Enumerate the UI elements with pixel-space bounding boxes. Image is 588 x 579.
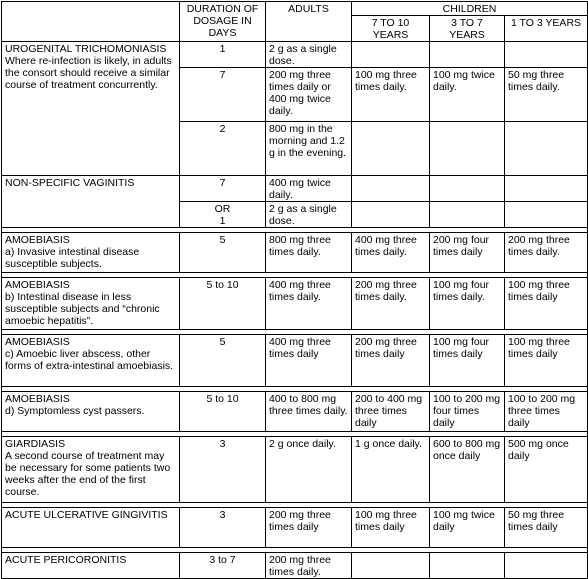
indication-title: NON-SPECIFIC VAGINITIS (5, 177, 135, 189)
child-1-3-cell (505, 42, 588, 68)
duration-value: 1 (219, 215, 226, 227)
child-7-10-cell (352, 42, 430, 68)
table-row (2, 437, 588, 503)
indication-title: AMOEBIASIS (5, 393, 70, 405)
duration-cell: 3 (180, 508, 266, 548)
table-row (2, 233, 588, 273)
indication-title: AMOEBIASIS (5, 279, 70, 291)
child-3-7-cell (430, 202, 505, 228)
child-7-10-cell (352, 122, 430, 176)
indication-cell (2, 392, 180, 432)
child-7-10-cell (352, 553, 430, 579)
adults-dose-cell: 400 mg three times daily. (266, 278, 352, 330)
indication-cell (2, 42, 180, 176)
child-1-3-cell (505, 202, 588, 228)
child-1-3-cell: 100 mg three times daily (505, 278, 588, 330)
child-1-3-cell (505, 122, 588, 176)
child-3-7-cell: 100 mg four times daily. (430, 278, 505, 330)
duration-cell: 7 (180, 68, 266, 122)
dosage-table (1, 1, 588, 579)
header-indication (2, 2, 180, 42)
adults-dose-cell: 200 mg three times daily. (266, 553, 352, 579)
duration-cell: 2 (180, 122, 266, 176)
indication-cell (2, 553, 180, 579)
indication-cell (2, 437, 180, 503)
table-row (2, 335, 588, 387)
child-7-10-cell: 100 mg three times daily (352, 508, 430, 548)
header-children: CHILDREN (352, 2, 588, 16)
duration-cell: 5 to 10 (180, 392, 266, 432)
header-duration: DURATION OF DOSAGE IN DAYS (180, 2, 266, 42)
child-1-3-cell (505, 553, 588, 579)
child-7-10-cell: 400 mg three times daily. (352, 233, 430, 273)
child-3-7-cell: 100 mg four times daily (430, 335, 505, 387)
indication-note: A second course of treatment may be necessary for some patients two weeks after the end of the first course. (5, 450, 171, 498)
child-1-3-cell: 100 to 200 mg three times daily (505, 392, 588, 432)
table-row (2, 508, 588, 548)
indication-note: b) Intestinal disease in less susceptible subjects and “chronic amoebic hepatitis”. (5, 291, 160, 327)
duration-cell: 1 (180, 42, 266, 68)
indication-note: a) Invasive intestinal disease susceptible subjects. (5, 246, 140, 270)
table-row (2, 42, 588, 68)
indication-title: ACUTE ULCERATIVE GINGIVITIS (5, 509, 168, 521)
adults-dose-cell: 2 g as a single dose. (266, 42, 352, 68)
child-7-10-cell: 100 mg three times daily. (352, 68, 430, 122)
indication-note: c) Amoebic liver abscess, other forms of extra-intestinal amoebiasis. (5, 348, 174, 372)
indication-title: GIARDIASIS (5, 438, 66, 450)
adults-dose-cell: 200 mg three times daily or 400 mg twice daily. (266, 68, 352, 122)
duration-cell: 7 (180, 176, 266, 202)
adults-dose-cell: 2 g as a single dose. (266, 202, 352, 228)
table-row (2, 553, 588, 579)
indication-title: ACUTE PERICORONITIS (5, 554, 127, 566)
child-1-3-cell (505, 176, 588, 202)
indication-cell (2, 233, 180, 273)
child-3-7-cell: 100 mg twice daily (430, 508, 505, 548)
adults-dose-cell: 400 mg twice daily. (266, 176, 352, 202)
adults-dose-cell: 2 g once daily. (266, 437, 352, 503)
child-1-3-cell: 50 mg three times daily. (505, 68, 588, 122)
child-1-3-cell: 500 mg once daily (505, 437, 588, 503)
indication-title: AMOEBIASIS (5, 234, 70, 246)
adults-dose-cell: 800 mg in the morning and 1.2 g in the evening. (266, 122, 352, 176)
header-age-3-7: 3 TO 7 YEARS (430, 16, 505, 42)
child-7-10-cell (352, 202, 430, 228)
child-3-7-cell: 100 to 200 mg four times daily (430, 392, 505, 432)
duration-cell (180, 202, 266, 228)
indication-note: Where re-infection is likely, in adults the consort should receive a similar course of treatment concurrently. (5, 55, 172, 91)
indication-title: UROGENITAL TRICHOMONIASIS (5, 43, 167, 55)
adults-dose-cell: 400 to 800 mg three times daily. (266, 392, 352, 432)
child-7-10-cell: 200 mg three times daily (352, 335, 430, 387)
duration-cell: 3 to 7 (180, 553, 266, 579)
child-7-10-cell: 200 to 400 mg three times daily (352, 392, 430, 432)
table-row (2, 176, 588, 202)
indication-cell (2, 176, 180, 228)
child-7-10-cell: 200 mg three times daily. (352, 278, 430, 330)
child-7-10-cell: 1 g once daily. (352, 437, 430, 503)
child-1-3-cell: 200 mg three times daily. (505, 233, 588, 273)
duration-cell: 3 (180, 437, 266, 503)
indication-cell (2, 508, 180, 548)
child-3-7-cell (430, 42, 505, 68)
indication-title: AMOEBIASIS (5, 336, 70, 348)
header-age-1-3: 1 TO 3 YEARS (505, 16, 588, 42)
adults-dose-cell: 400 mg three times daily (266, 335, 352, 387)
duration-cell: 5 (180, 233, 266, 273)
child-7-10-cell (352, 176, 430, 202)
child-3-7-cell: 100 mg twice daily. (430, 68, 505, 122)
header-adults: ADULTS (266, 2, 352, 42)
duration-cell: 5 (180, 335, 266, 387)
child-3-7-cell (430, 176, 505, 202)
child-1-3-cell: 50 mg three times daily (505, 508, 588, 548)
child-1-3-cell: 100 mg three times daily (505, 335, 588, 387)
indication-note: d) Symptomless cyst passers. (5, 405, 145, 417)
table-row (2, 278, 588, 330)
child-3-7-cell (430, 553, 505, 579)
adults-dose-cell: 200 mg three times daily (266, 508, 352, 548)
indication-cell (2, 335, 180, 387)
table-row (2, 392, 588, 432)
duration-cell: 5 to 10 (180, 278, 266, 330)
child-3-7-cell: 200 mg four times daily (430, 233, 505, 273)
child-3-7-cell (430, 122, 505, 176)
duration-or-label: OR (214, 203, 231, 215)
child-3-7-cell: 600 to 800 mg once daily (430, 437, 505, 503)
adults-dose-cell: 800 mg three times daily. (266, 233, 352, 273)
indication-cell (2, 278, 180, 330)
header-age-7-10: 7 TO 10 YEARS (352, 16, 430, 42)
